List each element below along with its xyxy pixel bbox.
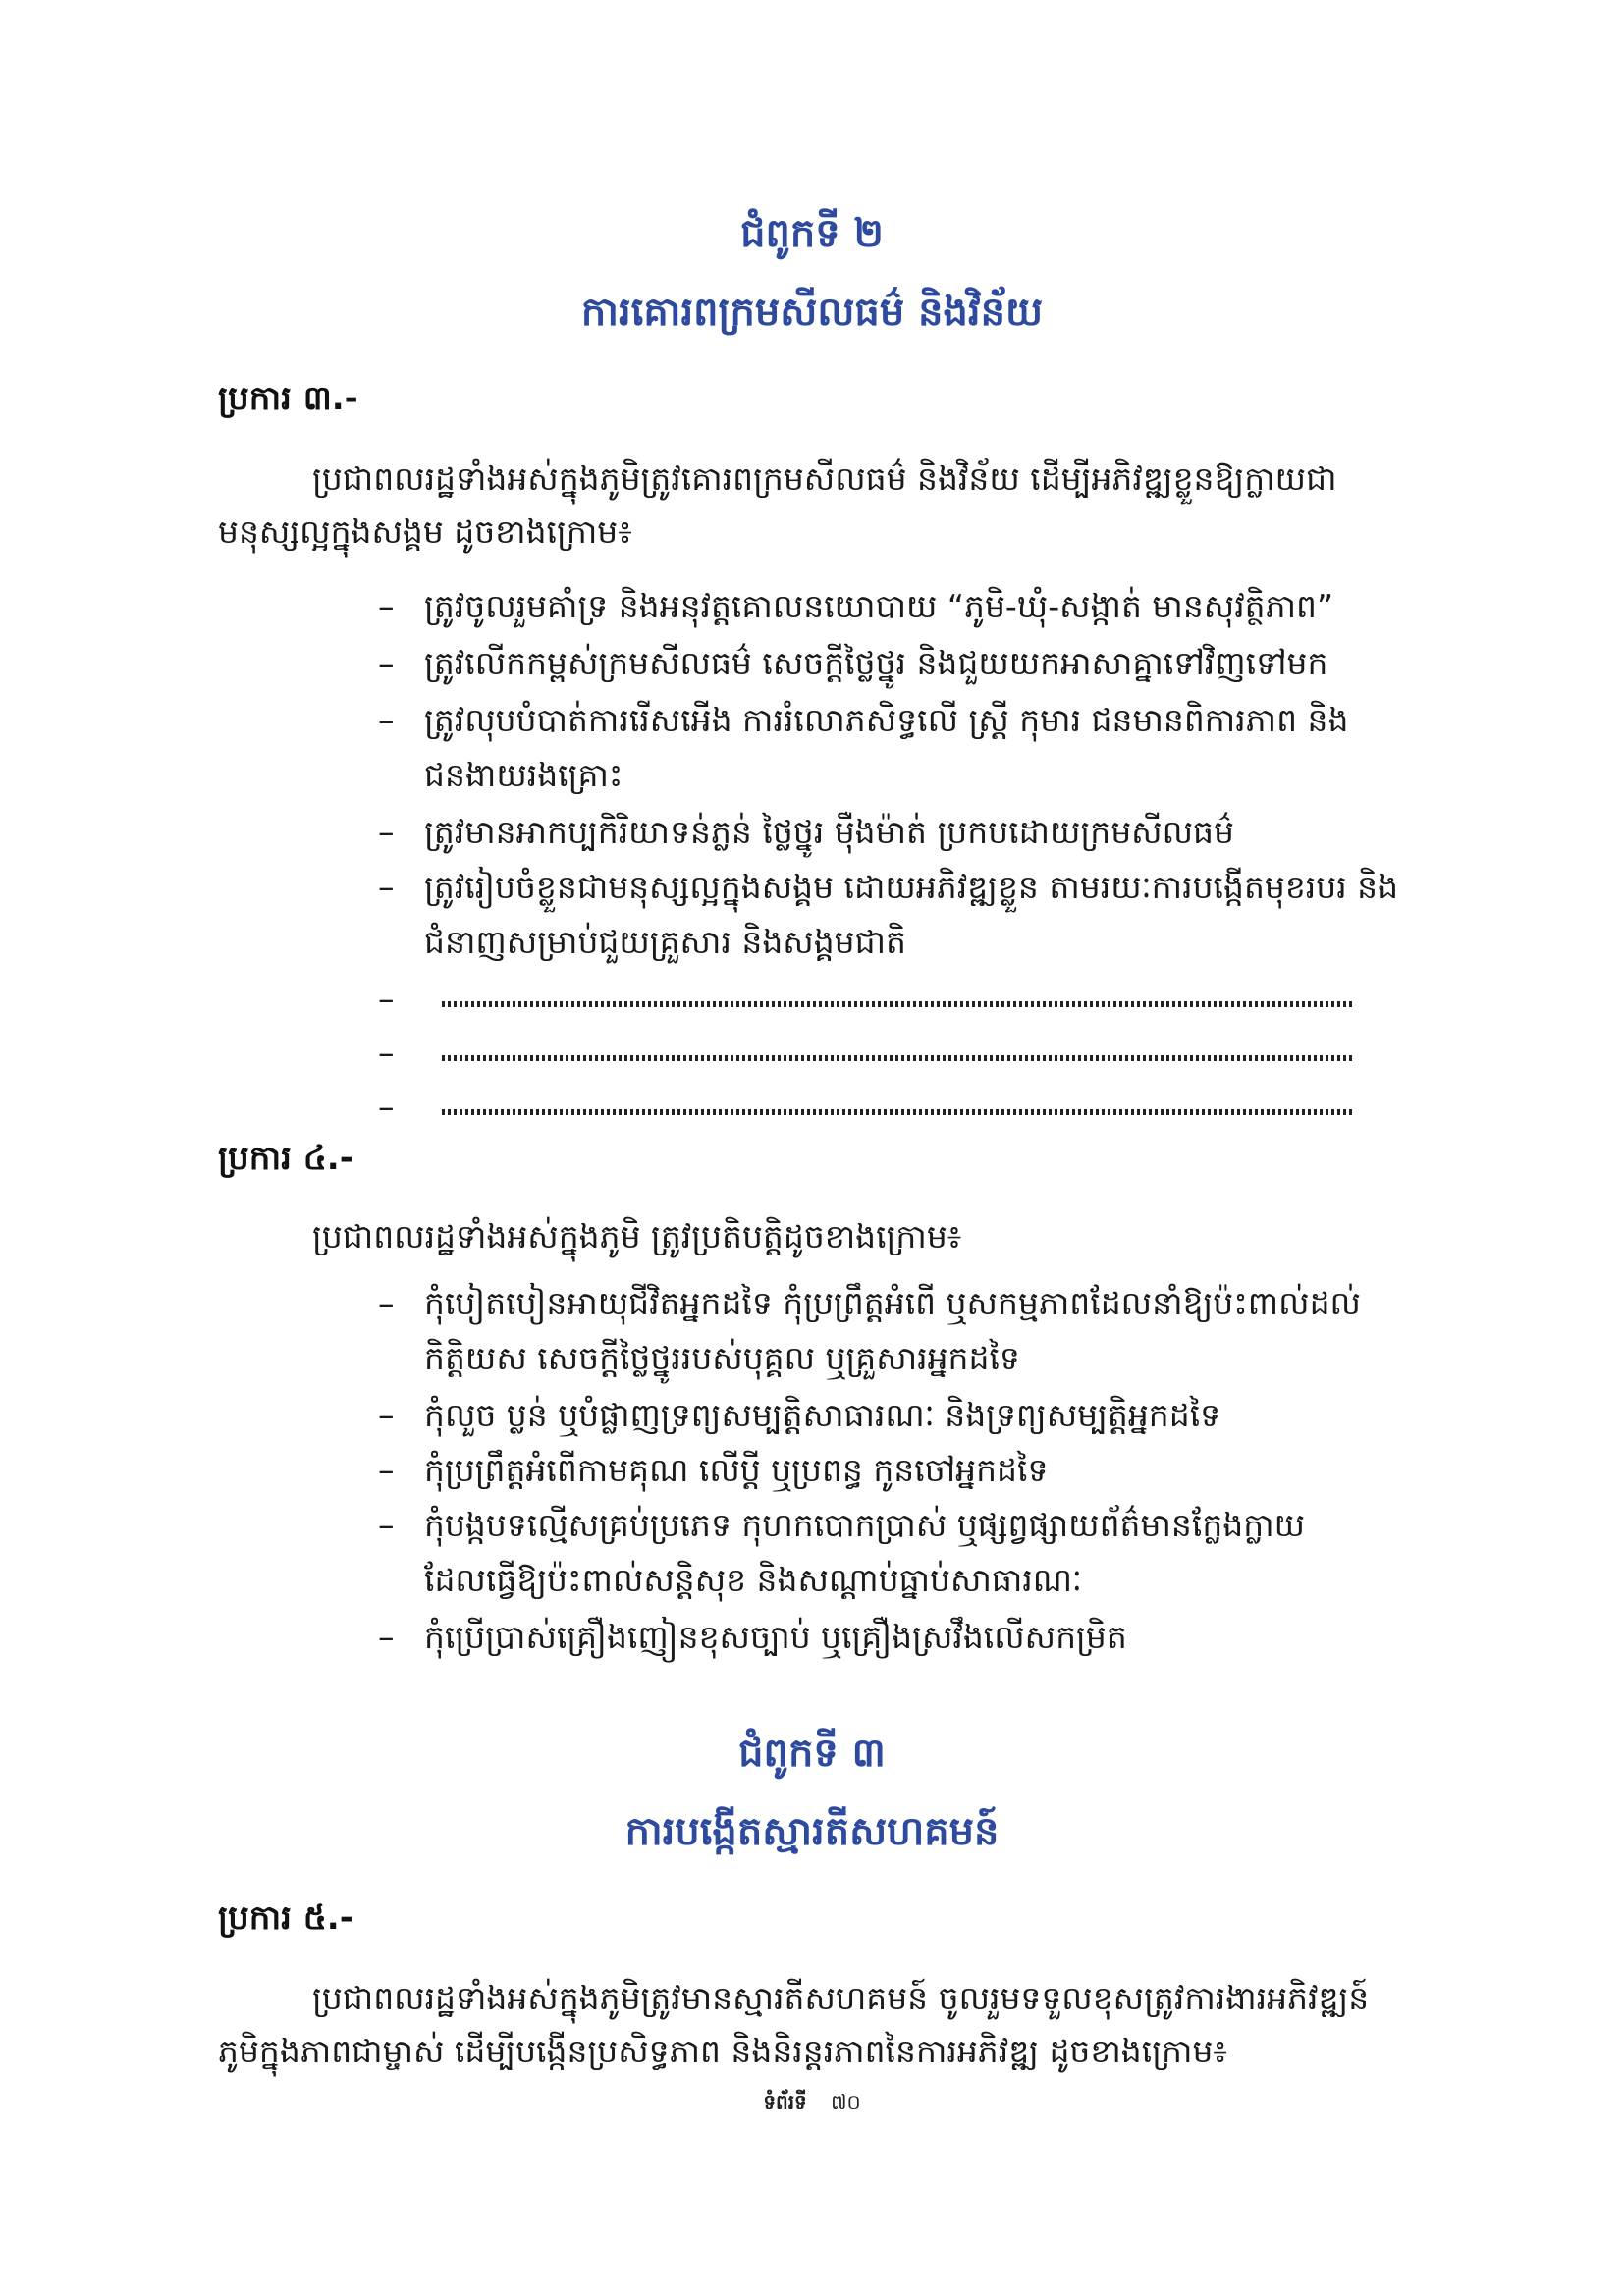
article-5-intro-line-2: ភូមិក្នុងភាពជាម្ចាស់ ដើម្បីបង្កើនប្រសិទ្ធភាព និងនិរន្តរភាពនៃការអភិវឌ្ឍ ដូចខាងក្រោម៖ bbox=[218, 2032, 1227, 2070]
item-text: កុំបង្កបទល្មើសគ្រប់ប្រភេទ កុហកបោកប្រាស់ ឬផ្សព្វផ្សាយព័ត៌មានក្លែងក្លាយ bbox=[424, 1506, 1306, 1544]
item-text: ជនងាយរងគ្រោះ bbox=[424, 756, 623, 794]
dash-bullet-icon: – bbox=[378, 1284, 395, 1322]
article-3-item-continuation bbox=[0, 915, 1624, 970]
article-4-item bbox=[0, 1610, 1624, 1665]
item-text: ត្រូវចូលរួមគាំទ្រ និងអនុវត្តគោលនយោបាយ “ភូមិ-ឃុំ-សង្កាត់ មានសុវត្ថិភាព” bbox=[424, 587, 1334, 625]
item-text: កុំបៀតបៀនអាយុជីវិតអ្នកដទៃ កុំប្រព្រឹត្តអំពើ ឬសកម្មភាពដែលនាំឱ្យប៉ះពាល់ដល់ bbox=[424, 1284, 1361, 1322]
blank-fill-line bbox=[0, 1080, 1624, 1135]
item-text: កិត្តិយស សេចក្ដីថ្លៃថ្នូររបស់បុគ្គល ឬគ្រួសារអ្នកដទៃ bbox=[424, 1339, 1020, 1377]
dash-bullet-icon: – bbox=[378, 1034, 395, 1072]
item-text: ដែលធ្វើឱ្យប៉ះពាល់សន្តិសុខ និងសណ្ដាប់ធ្នាប់សាធារណៈ bbox=[424, 1561, 1083, 1599]
dash-bullet-icon: – bbox=[378, 1451, 395, 1489]
dash-bullet-icon: – bbox=[378, 701, 395, 739]
blank-fill-line bbox=[0, 1026, 1624, 1081]
item-text: កុំប្រព្រឹត្តអំពើកាមគុណ លើប្តី ឬប្រពន្ធ កូនចៅអ្នកដទៃ bbox=[424, 1451, 1049, 1489]
dash-bullet-icon: – bbox=[378, 644, 395, 682]
item-text: ត្រូវមានអាកប្បកិរិយាទន់ភ្លន់ ថ្លៃថ្នូរ ម៉ឺងម៉ាត់ ប្រកបដោយក្រមសីលធម៌ bbox=[424, 813, 1234, 851]
dotted-fill-line bbox=[442, 1055, 1353, 1061]
item-text: កុំលួច ប្លន់ ឬបំផ្លាញទ្រព្យសម្បត្តិសាធារណៈ និងទ្រព្យសម្បត្តិអ្នកដទៃ bbox=[424, 1396, 1221, 1434]
page-footer bbox=[0, 2089, 1624, 2118]
article-5-heading: ប្រការ ៥.- bbox=[218, 1898, 353, 1938]
article-3-intro-line-2: មនុស្សល្អក្នុងសង្គម ដូចខាងក្រោម៖ bbox=[218, 512, 632, 551]
page-label: ទំព័រទី bbox=[763, 2090, 807, 2113]
dash-bullet-icon: – bbox=[378, 1618, 395, 1656]
dash-bullet-icon: – bbox=[378, 813, 395, 851]
dash-bullet-icon: – bbox=[378, 868, 395, 906]
item-text: ត្រូវរៀបចំខ្លួនជាមនុស្សល្អក្នុងសង្គម ដោយអភិវឌ្ឍខ្លួន តាមរយៈការបង្កើតមុខរបរ និង bbox=[424, 868, 1399, 906]
dash-bullet-icon: – bbox=[378, 1088, 395, 1126]
article-3-item bbox=[0, 636, 1624, 691]
article-3-item bbox=[0, 860, 1624, 915]
chapter-2-title: ការគោរពក្រមសីលធម៌ និងវិន័យ bbox=[580, 290, 1044, 335]
chapter-3-title: ការបង្កើតស្មារតីសហគមន៍ bbox=[624, 1809, 1000, 1854]
item-text: ជំនាញសម្រាប់ជួយគ្រួសារ និងសង្គមជាតិ bbox=[424, 923, 906, 961]
article-4-item bbox=[0, 1388, 1624, 1443]
article-5-intro-line-1: ប្រជាពលរដ្ឋទាំងអស់ក្នុងភូមិត្រូវមានស្មារតីសហគមន៍ ចូលរួមទទួលខុសត្រូវការងារអភិវឌ្ឍន៍ bbox=[312, 1979, 1370, 2017]
article-3-intro-line-1: ប្រជាពលរដ្ឋទាំងអស់ក្នុងភូមិត្រូវគោរពក្រមសីលធម៌ និងវិន័យ ដើម្បីអភិវឌ្ឍខ្លួនឱ្យក្លាយជា bbox=[312, 459, 1337, 498]
article-3-item bbox=[0, 805, 1624, 860]
dash-bullet-icon: – bbox=[378, 587, 395, 625]
article-4-intro: ប្រជាពលរដ្ឋទាំងអស់ក្នុងភូមិ ត្រូវប្រតិបត្តិដូចខាងក្រោម៖ bbox=[312, 1217, 962, 1255]
page-number: ៧០ bbox=[831, 2090, 861, 2113]
dash-bullet-icon: – bbox=[378, 1396, 395, 1434]
article-4-heading: ប្រការ ៤.- bbox=[218, 1139, 353, 1178]
dash-bullet-icon: – bbox=[378, 980, 395, 1018]
item-text: ត្រូវលើកកម្ពស់ក្រមសីលធម៌ សេចក្ដីថ្លៃថ្នូរ និងជួយយកអាសាគ្នាទៅវិញទៅមក bbox=[424, 644, 1328, 682]
item-text: ត្រូវលុបបំបាត់ការរើសអើង ការរំលោភសិទ្ធលើ ស្ត្រី កុមារ ជនមានពិការភាព និង bbox=[424, 701, 1349, 739]
article-3-item bbox=[0, 579, 1624, 634]
dotted-fill-line bbox=[442, 1001, 1353, 1007]
article-4-item bbox=[0, 1443, 1624, 1498]
article-4-item bbox=[0, 1276, 1624, 1331]
article-4-item-continuation bbox=[0, 1553, 1624, 1608]
dash-bullet-icon: – bbox=[378, 1506, 395, 1544]
chapter-2-number: ជំពូកទី ២ bbox=[740, 211, 884, 256]
item-text: កុំប្រើប្រាស់គ្រឿងញៀនខុសច្បាប់ ឬគ្រឿងស្រវឹងលើសកម្រិត bbox=[424, 1618, 1127, 1656]
article-3-heading: ប្រការ ៣.- bbox=[218, 379, 358, 418]
blank-fill-line bbox=[0, 972, 1624, 1027]
article-4-item-continuation bbox=[0, 1331, 1624, 1386]
article-3-item-continuation bbox=[0, 748, 1624, 803]
chapter-3-number: ជំពូកទី ៣ bbox=[738, 1731, 886, 1776]
dotted-fill-line bbox=[442, 1109, 1353, 1115]
article-3-item bbox=[0, 693, 1624, 748]
article-4-item bbox=[0, 1498, 1624, 1553]
